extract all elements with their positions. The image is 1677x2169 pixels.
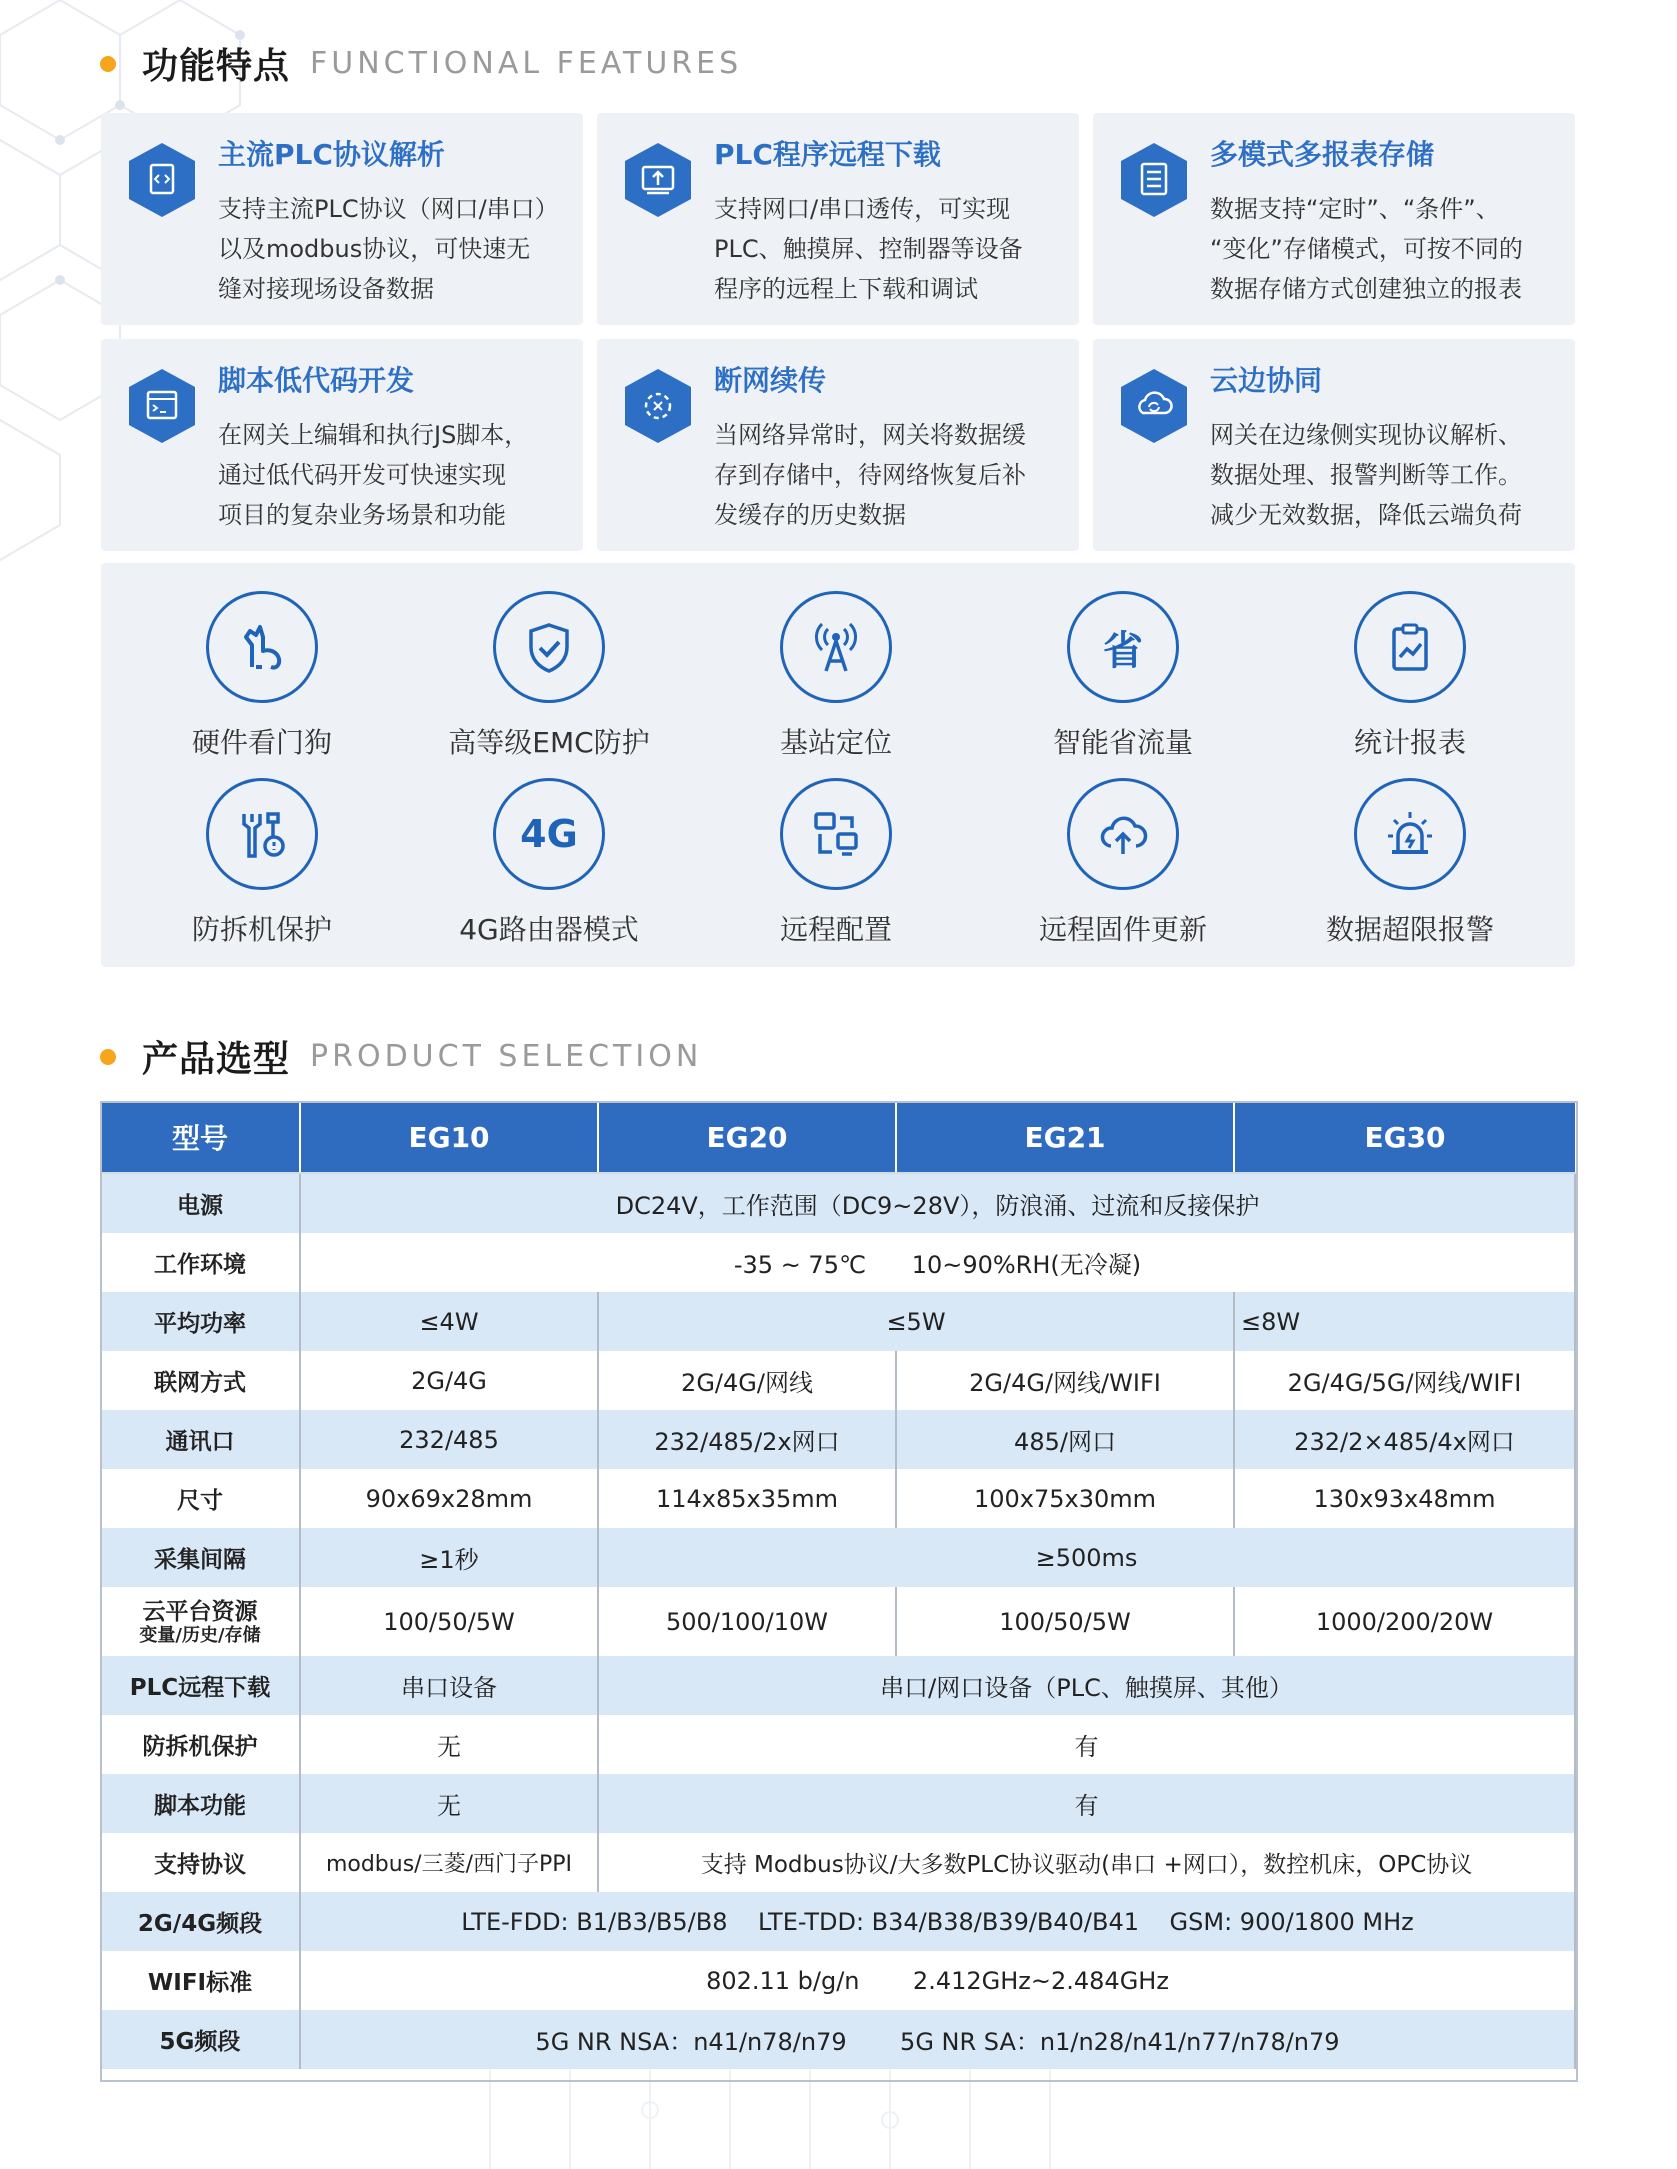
remote-config-icon [806, 804, 866, 864]
icon-circle [1067, 591, 1179, 703]
clipboard-chart-icon [1380, 617, 1440, 677]
row-label-main: 云平台资源 [142, 1598, 258, 1625]
table-cell: 100x75x30mm [896, 1469, 1234, 1528]
feature-card-desc [218, 415, 573, 535]
table-cell: ≥500ms [598, 1528, 1575, 1587]
tools-lock-icon [232, 804, 292, 864]
table-row [101, 1892, 1575, 1951]
row-label: 联网方式 [101, 1351, 300, 1410]
table-cell: 802.11 b/g/n 2.412GHz~2.484GHz [300, 1951, 1575, 2010]
upload-screen-icon [625, 143, 691, 217]
icon-circle [206, 778, 318, 890]
feature-icon-label: 远程固件更新 [1038, 913, 1207, 946]
feature-icon-item [693, 778, 979, 948]
table-cell: 有 [598, 1715, 1575, 1774]
table-cell: ≤8W [1234, 1292, 1575, 1351]
table-row [101, 1715, 1575, 1774]
cloud-upload-icon [1093, 804, 1153, 864]
table-row [101, 1173, 1575, 1233]
feature-card-desc [1210, 415, 1565, 535]
table-cell: 无 [300, 1715, 598, 1774]
features-title-cn: 功能特点 [142, 46, 291, 87]
bullet-dot [100, 1049, 116, 1065]
4g-router-icon: 4G [520, 812, 578, 856]
code-file-icon [129, 143, 195, 217]
feature-card [101, 339, 583, 551]
icon-circle [780, 591, 892, 703]
feature-icon-item [119, 778, 405, 948]
icon-circle [206, 591, 318, 703]
product-title-cn: 产品选型 [142, 1039, 291, 1080]
save-traffic-icon: 省 [1103, 627, 1143, 674]
reconnect-icon [625, 369, 691, 443]
desc-line: 减少无效数据，降低云端负荷 [1210, 501, 1522, 529]
table-cell: 2G/4G/网线 [598, 1351, 896, 1410]
table-cell: 232/485 [300, 1410, 598, 1469]
table-cell: ≤5W [598, 1292, 1234, 1351]
desc-line: PLC、触摸屏、控制器等设备 [714, 235, 1023, 263]
row-label: 防拆机保护 [101, 1715, 300, 1774]
row-label: 通讯口 [101, 1410, 300, 1469]
feature-card-desc [714, 415, 1069, 535]
table-row [101, 1351, 1575, 1410]
desc-line: 数据存储方式创建独立的报表 [1210, 275, 1522, 303]
product-title-en: PRODUCT SELECTION [310, 1039, 703, 1074]
table-row [101, 1528, 1575, 1587]
desc-line: 支持网口/串口透传，可实现 [714, 195, 1011, 223]
feature-card-desc [714, 189, 1069, 309]
feature-card-title: 主流PLC协议解析 [218, 138, 445, 171]
table-row [101, 1833, 1575, 1892]
features-title-en: FUNCTIONAL FEATURES [310, 46, 743, 81]
table-row [101, 1292, 1575, 1351]
feature-icons-panel [101, 563, 1575, 967]
feature-card-title: 云边协同 [1210, 364, 1323, 397]
feature-icon-label: 高等级EMC防护 [448, 726, 650, 759]
feature-icon-item [980, 591, 1266, 761]
row-label: 平均功率 [101, 1292, 300, 1351]
desc-line: “变化”存储模式，可按不同的 [1210, 235, 1523, 263]
desc-line: 数据处理、报警判断等工作。 [1210, 461, 1522, 489]
table-cell: DC24V，工作范围（DC9~28V），防浪涌、过流和反接保护 [300, 1173, 1575, 1233]
header-eg10: EG10 [300, 1102, 598, 1173]
feature-icon-item [406, 778, 692, 948]
table-cell: LTE-FDD: B1/B3/B5/B8 LTE-TDD: B34/B38/B39/B40/B41 GSM: 900/1800 MHz [300, 1892, 1575, 1951]
row-label: PLC远程下载 [101, 1656, 300, 1715]
icon-circle [493, 778, 605, 890]
row-label: 脚本功能 [101, 1774, 300, 1833]
cloud-sync-icon [1121, 369, 1187, 443]
table-cell: 100/50/5W [300, 1587, 598, 1656]
table-cell: 2G/4G/网线/WIFI [896, 1351, 1234, 1410]
feature-icon-label: 数据超限报警 [1325, 913, 1494, 946]
table-cell: modbus/三菱/西门子PPI [300, 1833, 598, 1892]
table-row [101, 1233, 1575, 1292]
table-row [101, 1410, 1575, 1469]
table-row [101, 1469, 1575, 1528]
row-label: 工作环境 [101, 1233, 300, 1292]
feature-icon-label: 远程配置 [779, 913, 892, 946]
alarm-light-icon [1380, 804, 1440, 864]
feature-card-title: 断网续传 [714, 364, 827, 397]
report-list-icon [1121, 143, 1187, 217]
table-cell: 5G NR NSA：n41/n78/n79 5G NR SA：n1/n28/n41/n77/n78/n79 [300, 2010, 1575, 2069]
header-eg30: EG30 [1234, 1102, 1575, 1173]
table-row [101, 1587, 1575, 1656]
row-label: 5G频段 [101, 2010, 300, 2069]
row-label [101, 1587, 300, 1656]
desc-line: 发缓存的历史数据 [714, 501, 906, 529]
desc-line: 存到存储中，待网络恢复后补 [714, 461, 1026, 489]
feature-icon-item [119, 591, 405, 761]
table-row [101, 1774, 1575, 1833]
feature-card-desc [218, 189, 573, 309]
row-label: 支持协议 [101, 1833, 300, 1892]
header-model: 型号 [101, 1102, 300, 1173]
shield-check-icon [519, 617, 579, 677]
terminal-icon [129, 369, 195, 443]
desc-line: 在网关上编辑和执行JS脚本， [218, 421, 529, 449]
desc-line: 数据支持“定时”、“条件”、 [1210, 195, 1500, 223]
table-cell: 500/100/10W [598, 1587, 896, 1656]
feature-icon-item [1267, 591, 1553, 761]
table-cell: 130x93x48mm [1234, 1469, 1575, 1528]
feature-card [1093, 339, 1575, 551]
table-row [101, 2010, 1575, 2069]
table-cell: 232/2×485/4x网口 [1234, 1410, 1575, 1469]
feature-icon-item [980, 778, 1266, 948]
table-cell: 支持 Modbus协议/大多数PLC协议驱动(串口 +网口），数控机床，OPC协议 [598, 1833, 1575, 1892]
feature-card [1093, 113, 1575, 325]
features-section-header [100, 38, 742, 89]
desc-line: 网关在边缘侧实现协议解析、 [1210, 421, 1522, 449]
feature-icon-label: 防拆机保护 [191, 913, 332, 946]
feature-card-title: 脚本低代码开发 [218, 364, 415, 397]
row-label-sub: 变量/历史/存储 [139, 1624, 261, 1646]
table-cell: 485/网口 [896, 1410, 1234, 1469]
antenna-tower-icon [806, 617, 866, 677]
desc-line: 项目的复杂业务场景和功能 [218, 501, 506, 529]
table-cell: 串口设备 [300, 1656, 598, 1715]
table-cell: -35 ~ 75℃ 10~90%RH(无冷凝) [300, 1233, 1575, 1292]
feature-icon-item [406, 591, 692, 761]
bullet-dot [100, 56, 116, 72]
table-row [101, 1951, 1575, 2010]
icon-circle [493, 591, 605, 703]
row-label: 2G/4G频段 [101, 1892, 300, 1951]
feature-card-title: 多模式多报表存储 [1210, 138, 1435, 171]
row-label: 采集间隔 [101, 1528, 300, 1587]
feature-icon-label: 硬件看门狗 [191, 726, 332, 759]
table-cell: ≥1秒 [300, 1528, 598, 1587]
table-row [101, 1656, 1575, 1715]
feature-icon-item [693, 591, 979, 761]
icon-circle [1067, 778, 1179, 890]
header-eg21: EG21 [896, 1102, 1234, 1173]
icon-circle [1354, 778, 1466, 890]
icon-circle [780, 778, 892, 890]
desc-line: 缝对接现场设备数据 [218, 275, 434, 303]
product-section-header [100, 1031, 702, 1082]
row-label: 尺寸 [101, 1469, 300, 1528]
desc-line: 以及modbus协议，可快速无 [218, 235, 531, 263]
table-cell: 100/50/5W [896, 1587, 1234, 1656]
feature-icon-label: 基站定位 [779, 726, 892, 759]
feature-icon-label: 统计报表 [1353, 726, 1466, 759]
feature-icon-label: 智能省流量 [1052, 726, 1193, 759]
table-cell: 2G/4G/5G/网线/WIFI [1234, 1351, 1575, 1410]
table-cell: 无 [300, 1774, 598, 1833]
feature-card [101, 113, 583, 325]
table-cell: 2G/4G [300, 1351, 598, 1410]
desc-line: 通过低代码开发可快速实现 [218, 461, 506, 489]
table-header-row [101, 1102, 1575, 1173]
row-label: WIFI标准 [101, 1951, 300, 2010]
table-cell: 1000/200/20W [1234, 1587, 1575, 1656]
feature-card-desc [1210, 189, 1565, 309]
header-eg20: EG20 [598, 1102, 896, 1173]
feature-icon-label: 4G路由器模式 [459, 913, 639, 946]
desc-line: 程序的远程上下载和调试 [714, 275, 978, 303]
row-label: 电源 [101, 1173, 300, 1233]
table-cell: 232/485/2x网口 [598, 1410, 896, 1469]
desc-line: 当网络异常时，网关将数据缓 [714, 421, 1026, 449]
table-cell: ≤4W [300, 1292, 598, 1351]
product-spec-table [101, 1102, 1576, 2069]
feature-card-title: PLC程序远程下载 [714, 138, 941, 171]
feature-card [597, 339, 1079, 551]
watchdog-icon [232, 617, 292, 677]
desc-line: 支持主流PLC协议（网口/串口） [218, 195, 559, 223]
table-cell: 114x85x35mm [598, 1469, 896, 1528]
table-cell: 90x69x28mm [300, 1469, 598, 1528]
icon-circle [1354, 591, 1466, 703]
feature-icon-item [1267, 778, 1553, 948]
feature-card [597, 113, 1079, 325]
table-cell: 有 [598, 1774, 1575, 1833]
table-cell: 串口/网口设备（PLC、触摸屏、其他） [598, 1656, 1575, 1715]
